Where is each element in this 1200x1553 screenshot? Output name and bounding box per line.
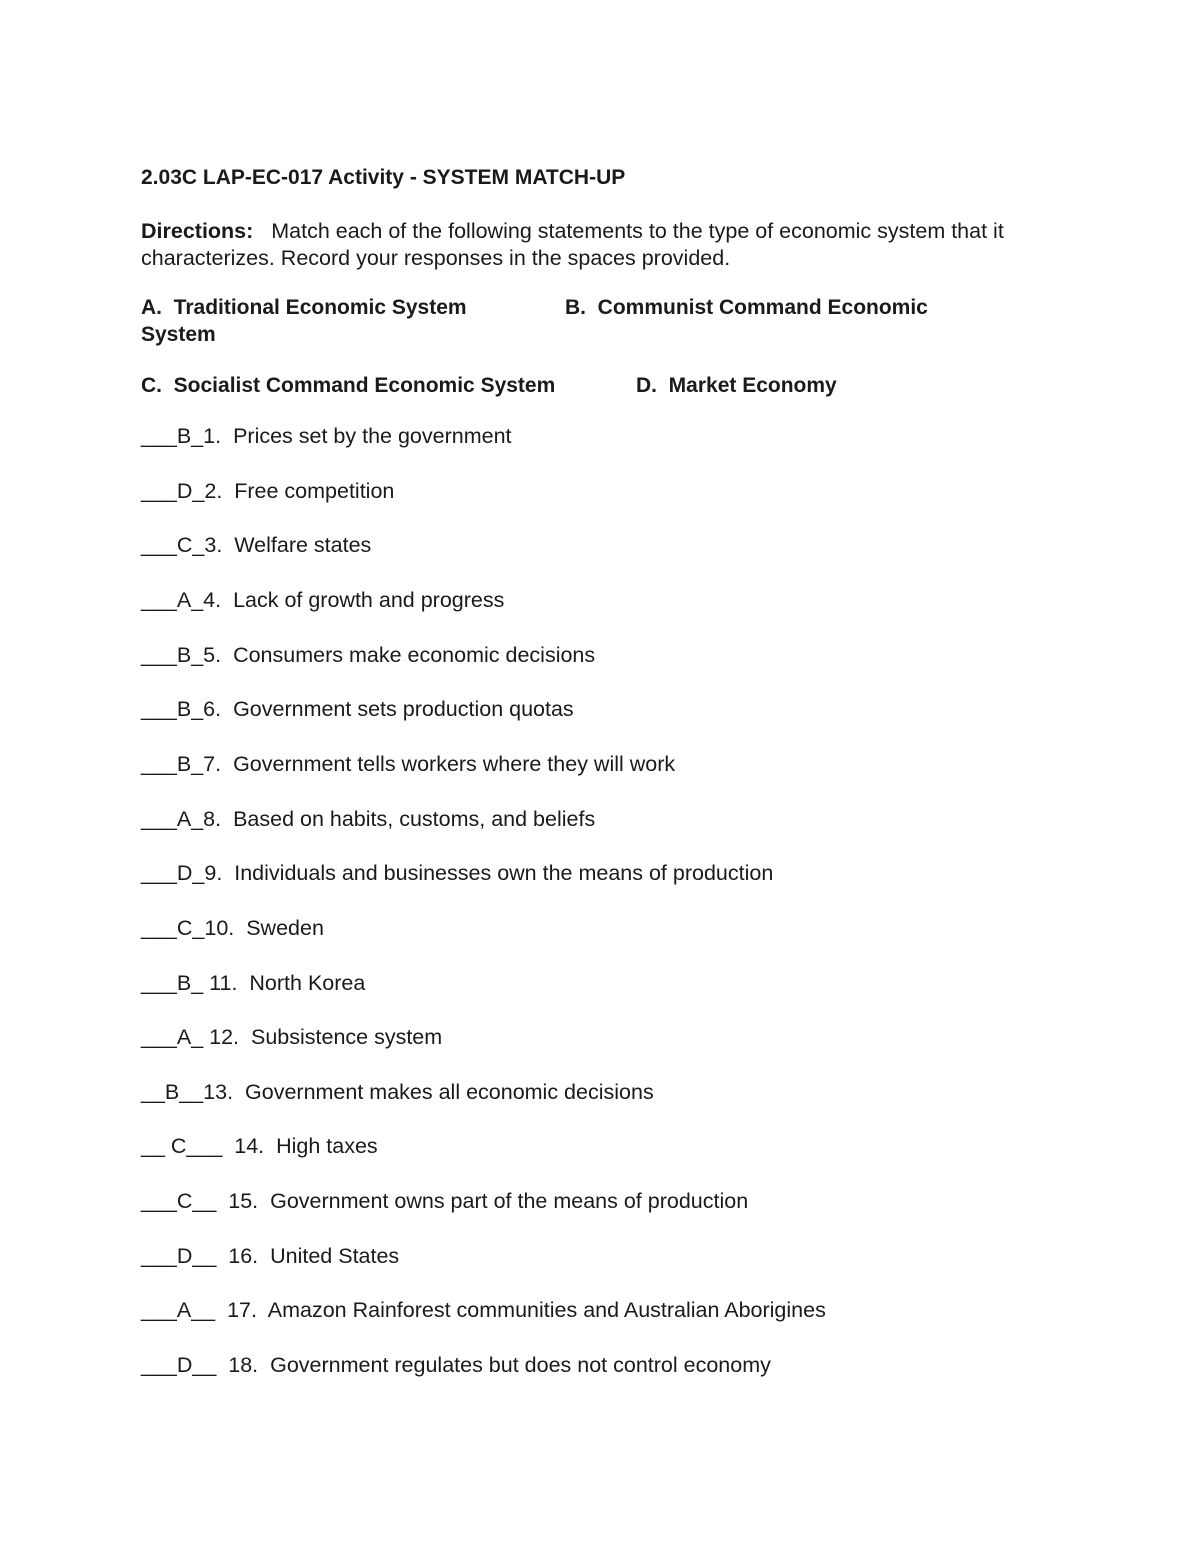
statement-text: Lack of growth and progress — [233, 587, 505, 612]
list-item — [141, 643, 595, 668]
answer-blank[interactable]: ___A_ 12. — [141, 1025, 240, 1050]
list-item — [141, 1025, 442, 1050]
statement-text: Government owns part of the means of production — [270, 1189, 749, 1214]
directions-text: Match each of the following statements to the type of economic system that it characterizes. Record your responses in the spaces provided. — [141, 219, 1004, 270]
statement-text: Government makes all economic decisions — [245, 1079, 654, 1104]
option-b-continued: System — [141, 323, 216, 346]
list-item — [141, 479, 394, 504]
option-d: D. Market Economy — [636, 374, 837, 397]
statement-text: Government regulates but does not control economy — [270, 1353, 771, 1378]
list-item — [141, 533, 371, 558]
list-item — [141, 1134, 378, 1159]
answer-blank[interactable]: ___A__ 17. — [141, 1298, 257, 1323]
answer-blank[interactable]: ___B_1. — [141, 424, 222, 448]
list-item — [141, 1353, 771, 1378]
statement-text: Government tells workers where they will work — [233, 751, 676, 776]
statement-text: Free competition — [234, 478, 395, 503]
list-item — [141, 971, 365, 996]
statement-text: High taxes — [276, 1134, 378, 1159]
answer-blank[interactable]: ___B_ 11. — [141, 970, 238, 995]
list-item — [141, 752, 675, 777]
answer-blank[interactable]: ___C__ 15. — [141, 1189, 259, 1214]
answer-blank[interactable]: ___A_4. — [141, 587, 222, 612]
directions — [141, 218, 1041, 272]
statement-text: Prices set by the government — [233, 424, 512, 448]
statement-text: Subsistence system — [250, 1025, 443, 1050]
statement-text: Government sets production quotas — [233, 697, 574, 722]
statement-text: Consumers make economic decisions — [233, 642, 596, 667]
answer-blank[interactable]: __B__13. — [141, 1079, 234, 1104]
answer-blank[interactable]: ___B_7. — [141, 751, 222, 776]
list-item — [141, 697, 574, 722]
list-item — [141, 861, 773, 886]
statement-text: Based on habits, customs, and beliefs — [233, 806, 596, 831]
statement-text: Sweden — [246, 915, 324, 940]
list-item — [141, 1244, 399, 1269]
answer-blank[interactable]: ___C_10. — [141, 915, 235, 940]
answer-blank[interactable]: ___B_6. — [141, 697, 222, 722]
answer-blank[interactable]: ___D__ 18. — [141, 1353, 259, 1378]
list-item — [141, 1080, 654, 1105]
answer-blank[interactable]: ___D_9. — [141, 861, 223, 886]
option-a: A. Traditional Economic System — [141, 296, 467, 319]
statement-text: Individuals and businesses own the means of production — [234, 861, 774, 886]
answer-blank[interactable]: ___B_5. — [141, 642, 222, 667]
list-item — [141, 916, 324, 941]
answer-blank[interactable]: __ C___ 14. — [141, 1134, 265, 1159]
statement-text: United States — [270, 1243, 400, 1268]
list-item — [141, 807, 595, 832]
option-b: B. Communist Command Economic — [565, 296, 928, 319]
list-item — [141, 1189, 748, 1214]
answer-blank[interactable]: ___A_8. — [141, 806, 222, 831]
page-title: 2.03C LAP-EC-017 Activity - SYSTEM MATCH-UP — [141, 166, 626, 189]
list-item — [141, 588, 504, 613]
statement-text: Amazon Rainforest communities and Australian Aborigines — [267, 1298, 826, 1323]
list-item — [141, 424, 512, 449]
statement-text: North Korea — [249, 970, 366, 995]
statement-text: Welfare states — [234, 533, 372, 558]
answer-blank[interactable]: ___C_3. — [141, 533, 223, 558]
answer-blank[interactable]: ___D_2. — [141, 478, 223, 503]
option-c: C. Socialist Command Economic System — [141, 374, 556, 397]
directions-label: Directions: — [141, 219, 254, 243]
answer-blank[interactable]: ___D__ 16. — [141, 1243, 259, 1268]
list-item — [141, 1298, 826, 1323]
